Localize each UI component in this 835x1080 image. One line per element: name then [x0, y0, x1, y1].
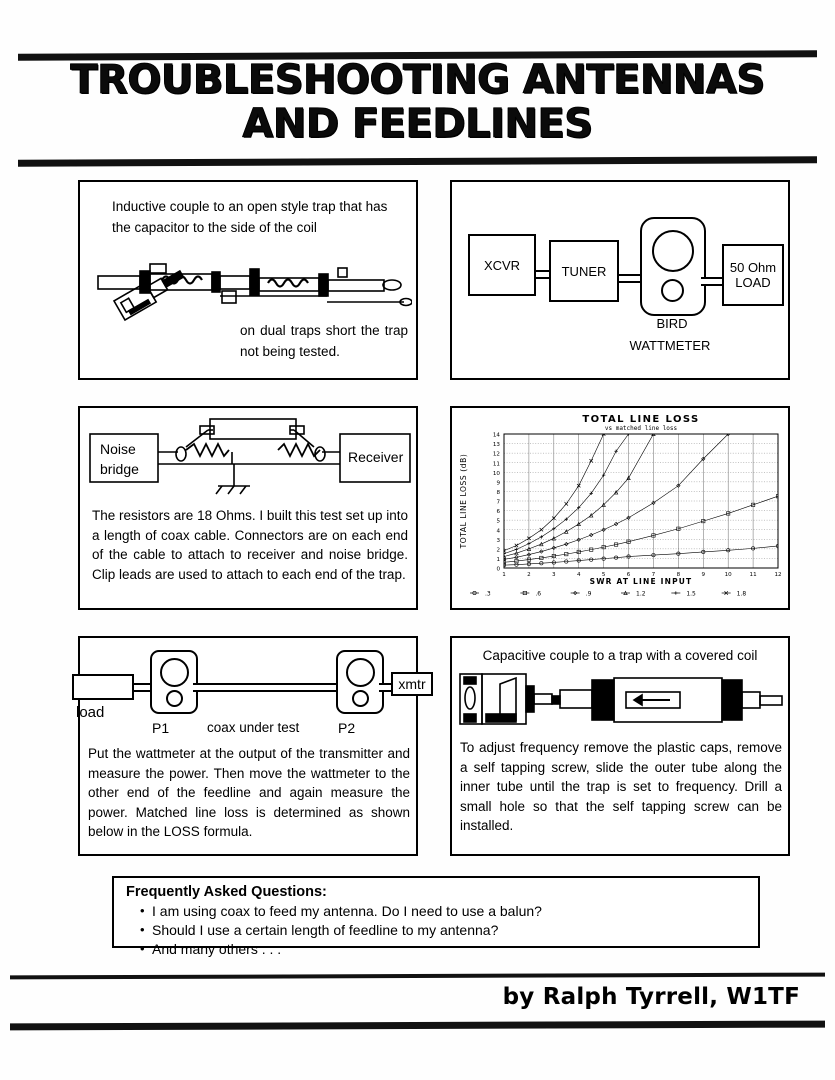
svg-text:1: 1 — [496, 557, 500, 564]
svg-text:10: 10 — [492, 470, 500, 477]
faq-box — [112, 876, 760, 957]
svg-text:5: 5 — [496, 518, 500, 525]
svg-text:11: 11 — [749, 572, 757, 578]
svg-text:10: 10 — [724, 572, 732, 578]
svg-text:3: 3 — [552, 572, 556, 578]
svg-text:0: 0 — [496, 566, 500, 573]
dummy-load-line1: 50 Ohm — [729, 260, 777, 275]
wattmeter-p1-large-dial — [160, 658, 189, 687]
svg-text:1.2: 1.2 — [636, 590, 646, 598]
inductive-trap-note: on dual traps short the trap not being tested. — [240, 323, 408, 359]
wattmeter-p1-small-dial — [166, 690, 183, 707]
svg-text:2: 2 — [527, 572, 531, 578]
faq-item: • Should I use a certain length of feedline to my antenna? — [140, 921, 746, 940]
block-dummy-load — [722, 244, 784, 306]
faq-heading: Frequently Asked Questions: — [126, 884, 327, 900]
chart-subtitle: vs matched line loss — [604, 425, 678, 432]
svg-text:7: 7 — [651, 572, 656, 578]
block-xcvr: XCVR — [468, 234, 536, 296]
svg-text:6: 6 — [626, 572, 631, 578]
chart-legend-item — [621, 591, 646, 598]
xmtr-box: xmtr — [391, 672, 433, 696]
dummy-load-line2: LOAD — [735, 275, 771, 290]
svg-text:1.5: 1.5 — [686, 590, 696, 598]
chart-legend-item — [671, 591, 696, 598]
chart-title: TOTAL LINE LOSS — [582, 414, 700, 425]
svg-text:13: 13 — [492, 442, 500, 449]
receiver-box-label: Receiver — [348, 449, 404, 465]
header-rule-bottom — [18, 156, 817, 166]
svg-text:12: 12 — [774, 572, 782, 578]
chart-legend-item — [470, 591, 491, 598]
faq-list — [126, 902, 746, 959]
chart-series-1.5 — [502, 432, 630, 555]
panel-coax-loss-test — [76, 636, 426, 856]
load-label: load — [76, 704, 105, 721]
row-gap-2 — [78, 610, 790, 636]
svg-text:.6: .6 — [535, 590, 542, 598]
wattmeter-p2-large-dial — [346, 658, 375, 687]
svg-text:1: 1 — [502, 572, 506, 578]
footer-rule-top — [10, 973, 825, 980]
panel-row-3 — [78, 636, 790, 856]
svg-text:5: 5 — [601, 572, 606, 578]
chart-legend-item — [571, 591, 592, 598]
svg-text:.9: .9 — [585, 590, 592, 598]
chart-host — [452, 408, 788, 608]
row-gap-1 — [78, 380, 790, 406]
svg-text:4: 4 — [496, 528, 500, 535]
chart-ylabel: TOTAL LINE LOSS (dB) — [459, 453, 468, 549]
wire-coax-under-test — [193, 683, 339, 692]
dual-trap-illustration — [92, 250, 412, 330]
wattmeter-p2-small-dial — [352, 690, 369, 707]
panel-row-2 — [78, 406, 790, 610]
title-line-1: TROUBLESHOOTING ANTENNAS — [70, 57, 765, 103]
svg-text:6: 6 — [496, 509, 500, 516]
chart-series-.6 — [502, 495, 779, 564]
svg-text:9: 9 — [701, 572, 706, 578]
bird-small-dial — [661, 279, 684, 302]
inductive-trap-heading: Inductive couple to an open style trap that has the capacitor to the side of the coil — [112, 199, 388, 235]
bird-caption-line1: BIRD — [656, 316, 688, 331]
label-coax-under-test: coax under test — [207, 720, 300, 735]
chart-legend-item — [722, 591, 747, 598]
block-tuner: TUNER — [549, 240, 619, 302]
load-box — [72, 674, 134, 700]
coax-loss-body: Put the wattmeter at the output of the transmitter and measure the power. Then move the wattmeter to the other end of the feedline and again measure the power. Matched line loss is determined as shown below in the LOSS formula. — [88, 746, 410, 839]
bird-large-dial — [652, 230, 694, 272]
title-line-2: AND FEEDLINES — [242, 101, 593, 147]
panel-grid — [78, 180, 790, 856]
capacitive-trap-illustration — [456, 670, 786, 732]
svg-text:.3: .3 — [485, 590, 491, 598]
svg-text:8: 8 — [676, 572, 681, 578]
chart-xlabel: SWR AT LINE INPUT — [589, 577, 693, 586]
panel-inductive-trap — [78, 180, 418, 380]
panel-row-1 — [78, 180, 790, 380]
chart-series-.3 — [502, 544, 779, 567]
svg-text:11: 11 — [492, 461, 500, 468]
svg-text:3: 3 — [496, 537, 500, 544]
faq-item: • And many others . . . — [140, 940, 746, 959]
faq-item: • I am using coax to feed my antenna. Do I need to use a balun? — [140, 902, 746, 921]
panel-noise-bridge — [78, 406, 418, 610]
noise-bridge-box-line2: bridge — [100, 461, 139, 477]
total-line-loss-chart — [452, 408, 788, 608]
svg-text:7: 7 — [496, 499, 500, 506]
noise-bridge-box-line1: Noise — [100, 441, 136, 457]
page-title — [0, 58, 835, 146]
svg-text:4: 4 — [576, 572, 581, 578]
svg-text:14: 14 — [492, 432, 500, 439]
label-p1: P1 — [152, 720, 170, 736]
svg-text:12: 12 — [492, 451, 500, 458]
svg-text:9: 9 — [496, 480, 500, 487]
bird-caption-line2: WATTMETER — [629, 338, 711, 353]
svg-text:8: 8 — [496, 490, 500, 497]
capacitive-trap-heading: Capacitive couple to a trap with a covered coil — [482, 648, 758, 663]
panel-capacitive-trap — [450, 636, 790, 856]
label-p2: P2 — [338, 720, 356, 736]
noise-bridge-schematic — [82, 416, 418, 508]
footer-rule-bottom — [10, 1021, 825, 1031]
panel-line-loss-chart — [450, 406, 790, 610]
noise-bridge-body: The resistors are 18 Ohms. I built this test set up into a length of coax cable. Connectors are on each end of the cable to attach to receiver and noise bridge. Clip leads are used to attach to each end of the trap. — [92, 508, 408, 582]
capacitive-trap-body: To adjust frequency remove the plastic caps, remove a self tapping screw, slide the outer tube along the inner tube until the trap is set to frequency. Drill a small hole so that the self tapping screw can be installed. — [460, 740, 782, 833]
panel-wattmeter-setup — [450, 180, 790, 380]
chart-legend-item — [520, 591, 541, 598]
byline: by Ralph Tyrrell, W1TF — [502, 984, 800, 1010]
svg-text:1.8: 1.8 — [736, 590, 747, 598]
svg-text:2: 2 — [496, 547, 500, 554]
